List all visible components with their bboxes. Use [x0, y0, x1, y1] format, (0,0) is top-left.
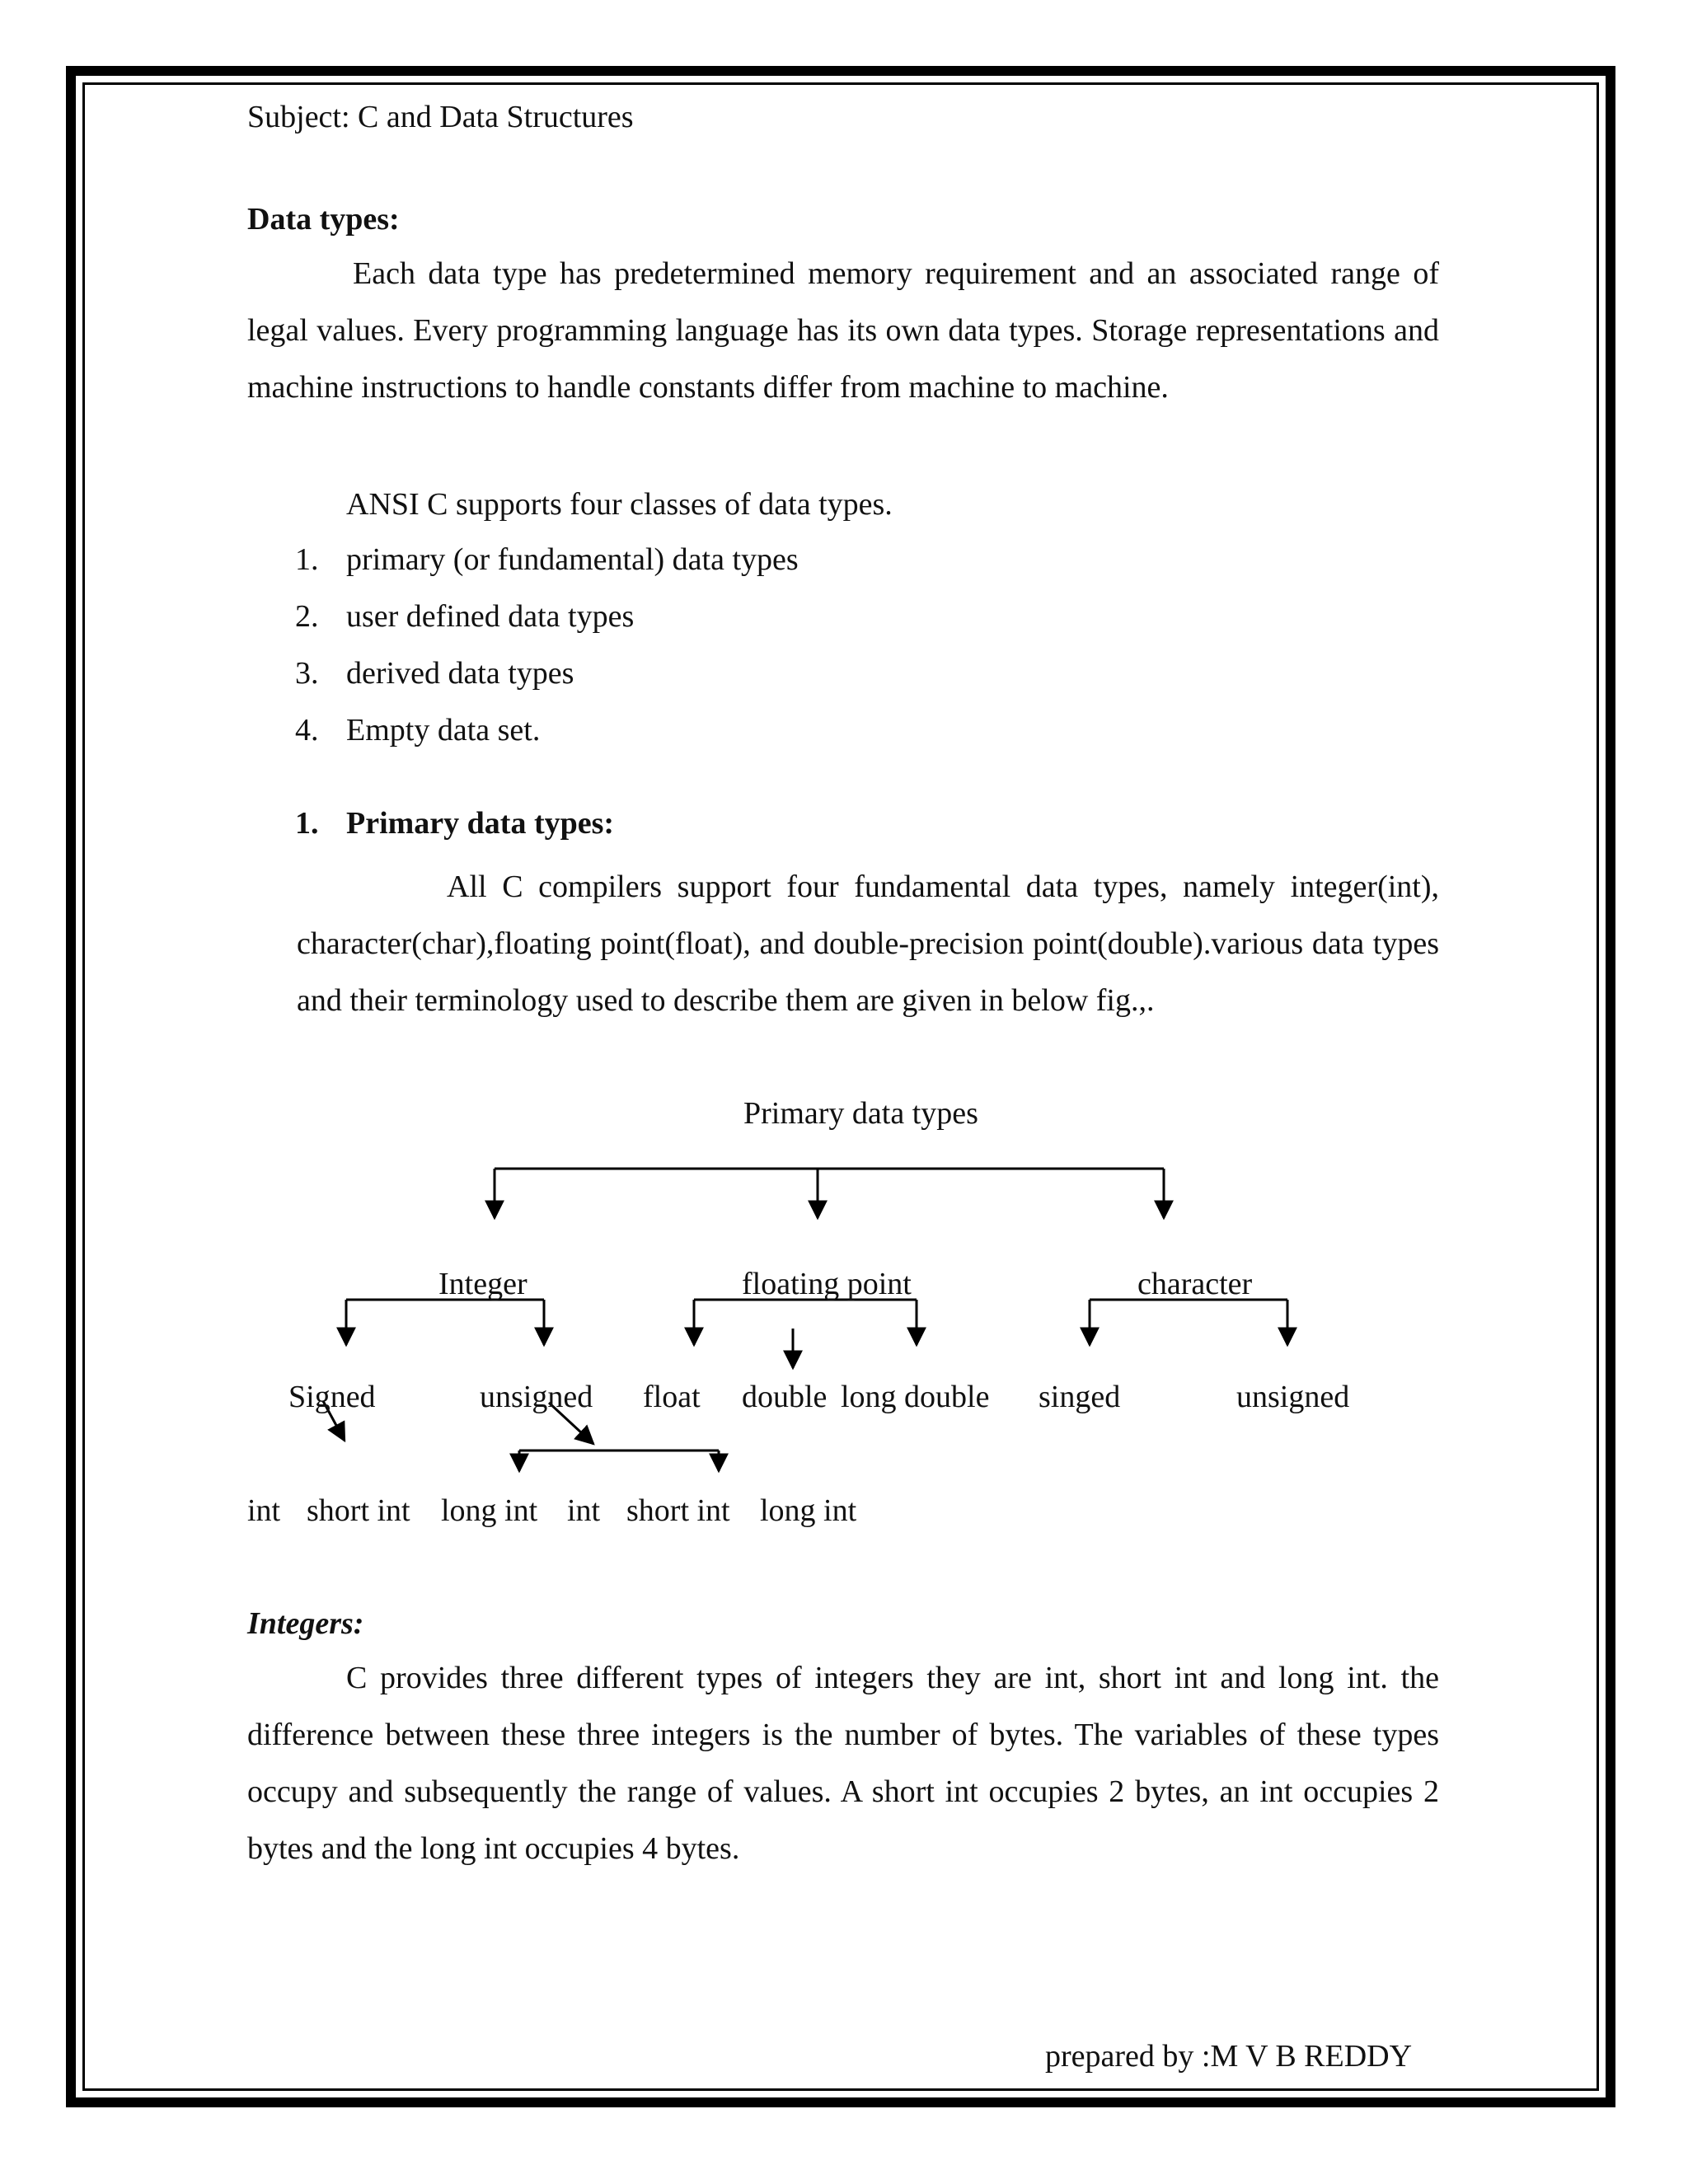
diagram-unsigned-short-int-label: short int	[626, 1493, 730, 1528]
list-item: 2. user defined data types	[295, 599, 635, 634]
diagram-float-label: float	[643, 1380, 701, 1414]
list-item: 3. derived data types	[295, 656, 574, 691]
integers-heading: Integers:	[247, 1606, 364, 1641]
diagram-unsigned-int-label: int	[567, 1493, 601, 1528]
diagram-short-int-label: short int	[307, 1493, 410, 1528]
diagram-char-unsigned-label: unsigned	[1236, 1380, 1350, 1414]
list-item: 4. Empty data set.	[295, 713, 541, 748]
diagram-singed-label: singed	[1039, 1380, 1121, 1414]
diagram-int-label: int	[247, 1493, 281, 1528]
integers-paragraph: C provides three different types of integers they are int, short int and long int. the difference between these three integers is the number of bytes. The variables of these types occupy and subsequently the range of values. A short int occupies 2 bytes, an int occupies 2 bytes and the long int occupies 4 bytes.	[247, 1661, 1439, 1866]
primary-heading-number: 1.	[295, 806, 319, 841]
list-item: 1. primary (or fundamental) data types	[295, 542, 799, 577]
diagram-root-label: Primary data types	[743, 1096, 978, 1131]
diagram-long-int-label: long int	[441, 1493, 538, 1528]
primary-paragraph: All C compilers support four fundamental data types, namely integer(int), character(char),floating point(float), and double-precision point(double).various data types and their terminology used to describe them are given in below fig.,.	[297, 869, 1439, 1018]
diagram-unsigned-long-int-label: long int	[760, 1493, 857, 1528]
primary-heading: Primary data types:	[346, 806, 615, 841]
subject-line: Subject: C and Data Structures	[247, 100, 634, 134]
footer-prepared-by: prepared by :M V B REDDY	[1045, 2039, 1413, 2074]
diagram-long-double-label: long double	[841, 1380, 990, 1414]
data-types-paragraph: Each data type has predetermined memory requirement and an associated range of legal values. Every programming language has its own data types. Storage representations and machine instructions to handle constants differ from machine to machine.	[247, 256, 1439, 405]
diagram-unsigned-label: unsigned	[480, 1380, 593, 1414]
diagram-integer-label: Integer	[438, 1267, 528, 1301]
ansi-intro: ANSI C supports four classes of data types.	[346, 487, 893, 522]
diagram-floating-point-label: floating point	[742, 1267, 912, 1301]
diagram-double-label: double	[742, 1380, 828, 1414]
data-types-heading: Data types:	[247, 202, 400, 237]
diagram-signed-label: Signed	[288, 1380, 376, 1414]
diagram-character-label: character	[1137, 1267, 1253, 1301]
